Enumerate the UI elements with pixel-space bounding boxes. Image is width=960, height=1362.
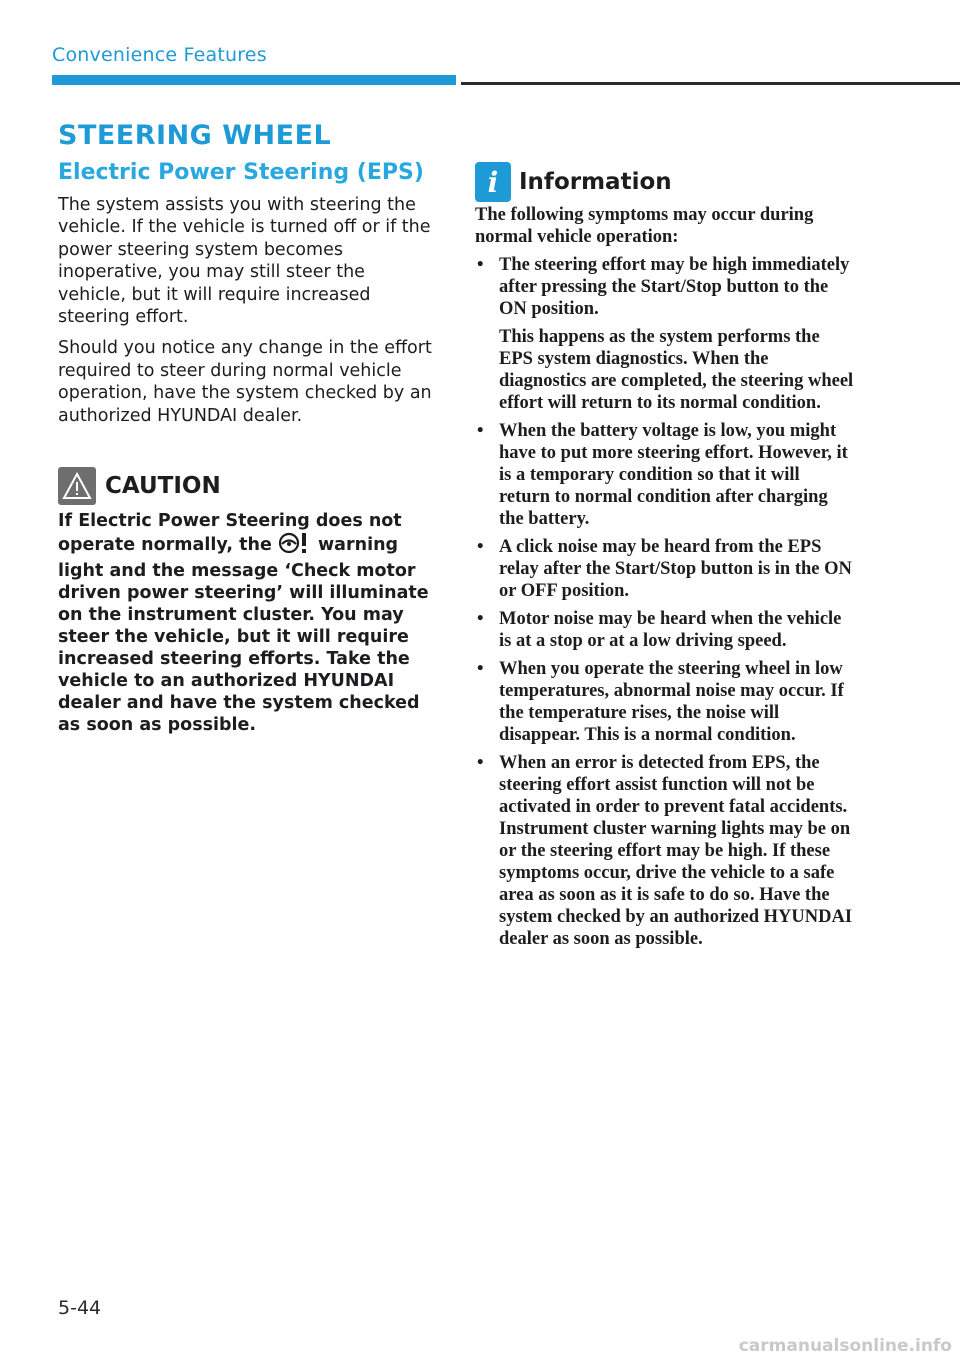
eps-warning-light-icon [278,532,312,560]
bullet-icon: • [477,255,484,275]
bullet-icon: • [477,537,484,557]
watermark[interactable]: carmanualsonline.info [738,1336,952,1356]
eps-description [58,194,438,436]
bullet-icon: • [477,421,484,441]
information-header [475,160,855,204]
list-item-text: This happens as the system performs the EPS system diagnostics. When the diagnostics are completed, the steering wheel effort will return to its normal condition. [499,327,854,413]
list-item [475,608,855,652]
caution-text [58,510,438,736]
chapter-title: Convenience Features [52,44,267,66]
header-divider [461,82,960,85]
caution-header [58,466,438,506]
paragraph: Should you notice any change in the effort required to steer during normal vehicle operation, have the system checked by an authorized HYUNDAI dealer. [58,338,432,426]
caution-label: CAUTION [105,473,221,499]
information-label: Information [519,169,672,195]
page-number: 5-44 [58,1297,102,1319]
caution-text-end: warning light and the message ‘Check motor driven power steering’ will illuminate on the instrument cluster. You may steer the vehicle, but it will require increased steering efforts. Take the vehicle to an authorized HYUNDAI dealer and have the system checked as soon as possible. [58,535,429,735]
list-item [475,536,855,602]
bullet-icon: • [477,753,484,773]
bullet-icon: • [477,609,484,629]
list-item [475,420,855,530]
warning-triangle-icon [58,467,96,505]
list-item-text: When you operate the steering wheel in low temperatures, abnormal noise may occur. If the temperature rises, the noise will disappear. This is a normal condition. [499,659,844,745]
list-item-text: A click noise may be heard from the EPS relay after the Start/Stop button is in the ON or OFF position. [499,537,852,601]
info-icon: i [475,162,511,202]
list-item-text: Motor noise may be heard when the vehicle is at a stop or at a low driving speed. [499,609,842,651]
subsection-title: Electric Power Steering (EPS) [58,160,424,185]
list-item [475,752,855,950]
section-title: STEERING WHEEL [58,120,332,151]
bullet-icon: • [477,659,484,679]
caution-text-start: If Electric Power Steering does not operate normally, the [58,511,402,555]
information-box [475,160,855,956]
list-item [475,254,855,414]
information-list [475,254,855,950]
list-item-text: When an error is detected from EPS, the steering effort assist function will not be activated in order to prevent fatal accidents. Instrument cluster warning lights may be on or the steering effort may be high. If these symptoms occur, drive the vehicle to a safe area as soon as it is safe to do so. Have the system checked by an authorized HYUNDAI dealer as soon as possible. [499,753,853,949]
list-item [475,658,855,746]
caution-box [58,466,438,736]
information-intro: The following symptoms may occur during normal vehicle operation: [475,205,814,247]
list-item-text: The steering effort may be high immediately after pressing the Start/Stop button to the ON position. [499,255,850,319]
header-accent-bar [52,75,456,85]
paragraph: The system assists you with steering the vehicle. If the vehicle is turned off or if the power steering system becomes inoperative, you may still steer the vehicle, but it will require increased steering effort. [58,195,431,328]
list-item-text: When the battery voltage is low, you might have to put more steering effort. However, it is a temporary condition so that it will return to normal condition after charging the battery. [499,421,848,529]
